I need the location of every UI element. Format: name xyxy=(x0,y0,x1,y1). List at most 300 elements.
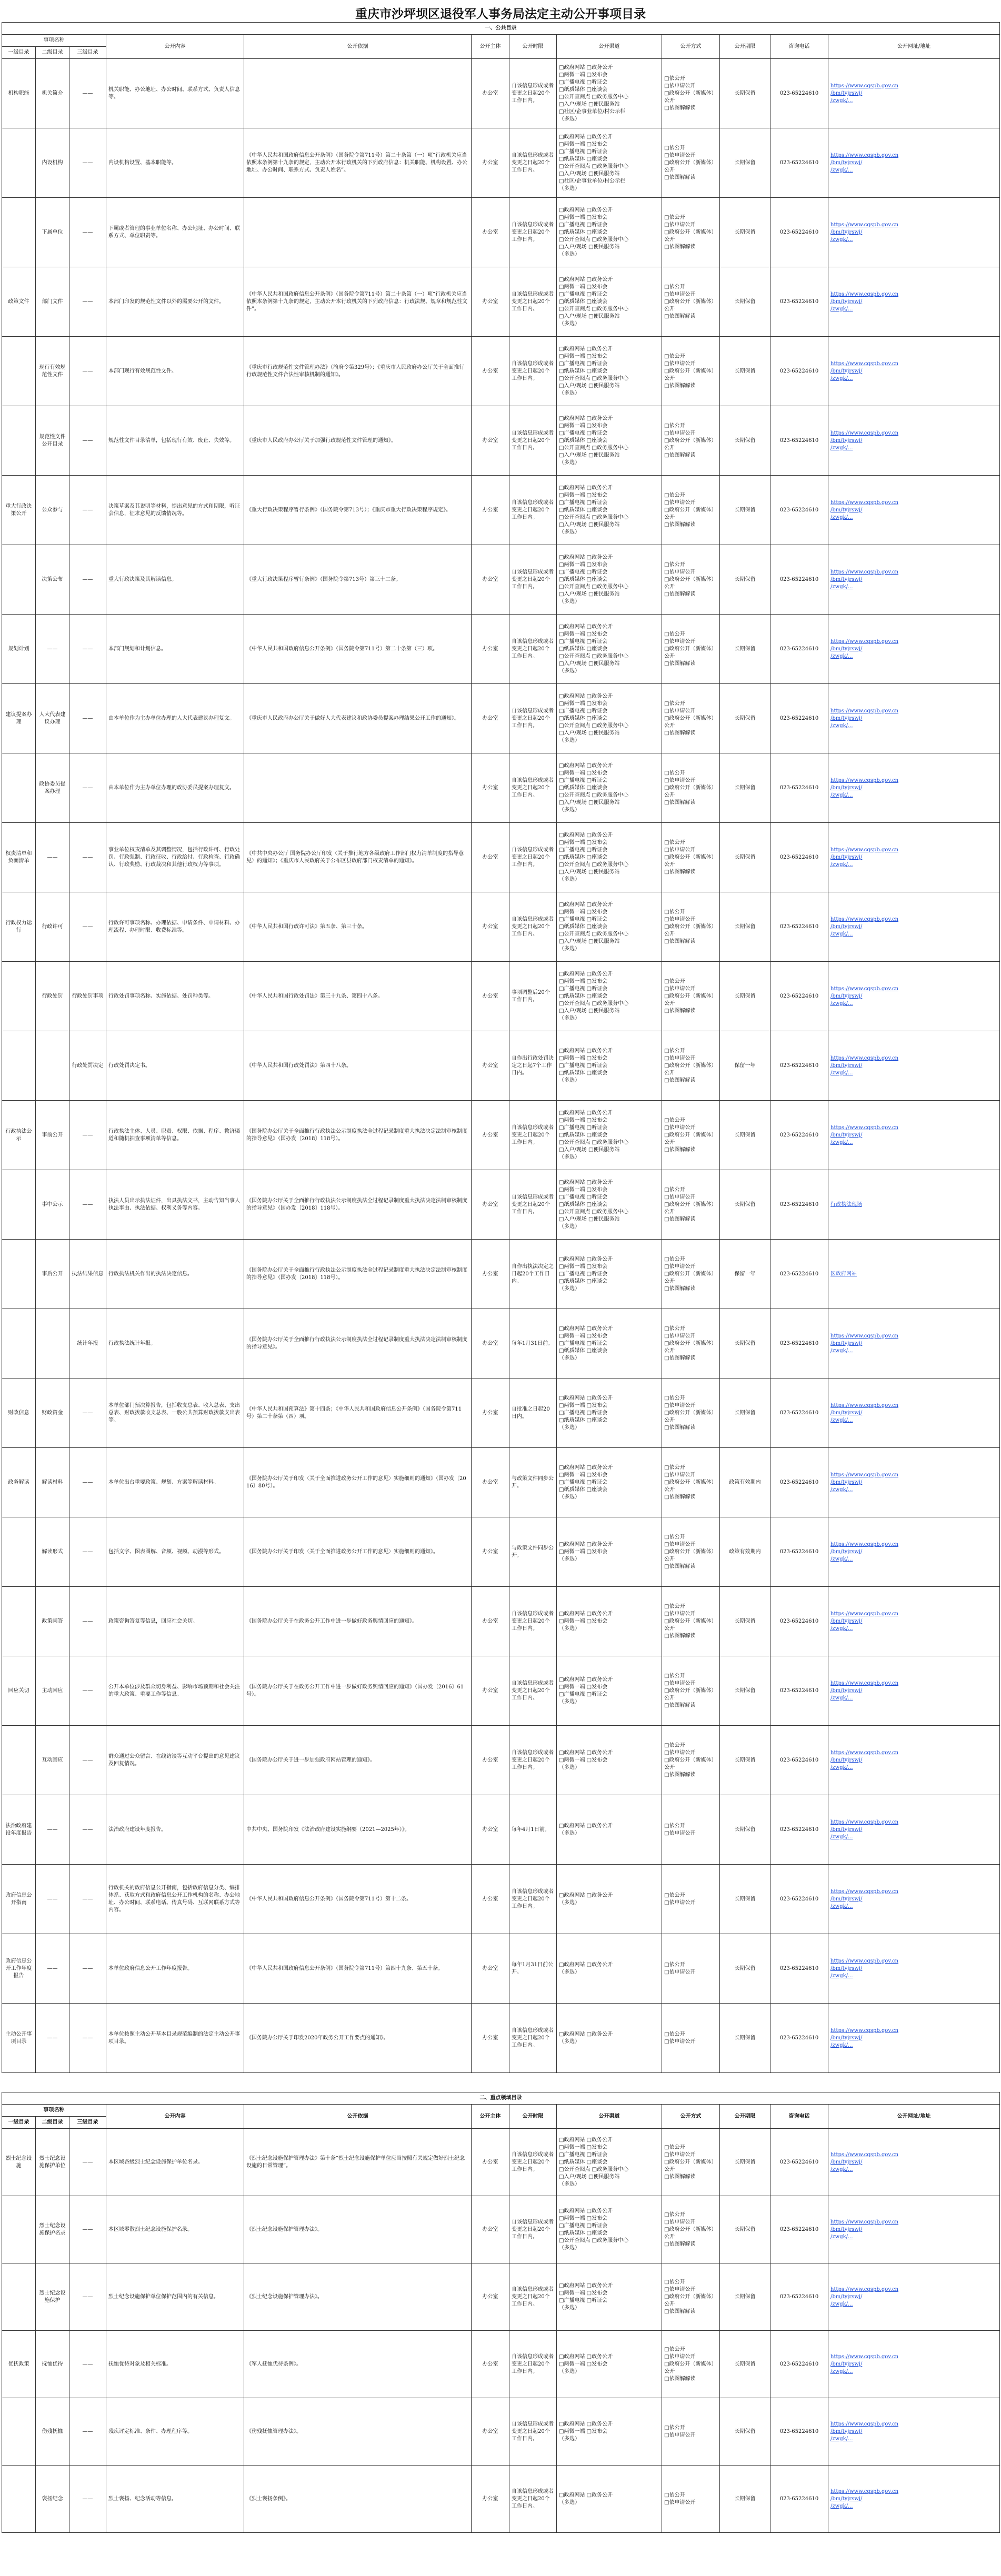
level2-cell xyxy=(36,1309,69,1378)
level2-cell: 抚恤优待 xyxy=(36,2331,69,2398)
phone-cell: 023-65224610 xyxy=(770,1726,828,1795)
basis-cell: 《国务院办公厅关于全面推行行政执法公示制度执法全过程记录制度重大执法决定法制审核制度的指导意见》（国办发〔2018〕118号）。 xyxy=(244,1170,472,1240)
url-cell[interactable]: https://www.cqspb.gov.cn /bm/tyjrswj/ /zwgk/... xyxy=(828,2263,1000,2331)
url-cell[interactable]: https://www.cqspb.gov.cn /bm/tyjrswj/ /zwgk/... xyxy=(828,1448,1000,1517)
content-cell: 行政机关的政府信息公开指南，包括政府信息分类、编排体系、获取方式和政府信息公开工作机构的名称、办公地址、办公时间、联系电话、传真号码、互联网联系方式等内容。 xyxy=(106,1865,244,1934)
period-cell: 长期保留 xyxy=(720,128,770,198)
time-cell: 自该信息形成或者变更之日起20个工作日内。 xyxy=(509,2331,557,2398)
table-row xyxy=(2,823,1000,892)
table-row xyxy=(2,1309,1000,1378)
way-cell: □依公开 □依申请公开 □政府公开（新媒体）公开 □依图解解读 xyxy=(662,1170,720,1240)
channel-cell: □政府网站 □政务公开 □两微一端 □发布会 □广播电视 □听证会 □纸质媒体 □座谈会 （多选） xyxy=(557,1031,662,1101)
level2-cell: 褒扬纪念 xyxy=(36,2466,69,2533)
url-cell[interactable]: https://www.cqspb.gov.cn /bm/tyjrswj/ /zwgk/... xyxy=(828,128,1000,198)
level2-cell: 行政许可 xyxy=(36,892,69,962)
subject-cell: 办公室 xyxy=(472,1865,509,1934)
channel-cell: □政府网站 □政务公开 □两微一端 □发布会 □广播电视 □听证会 □纸质媒体 □座谈会 □公开查阅点 □政务服务中心 □入户/现场 □便民服务站 （多选） xyxy=(557,1101,662,1170)
table-row xyxy=(2,753,1000,823)
level3-cell: —— xyxy=(69,1726,106,1795)
level3-cell: —— xyxy=(69,823,106,892)
table-row xyxy=(2,198,1000,267)
period-cell: 长期保留 xyxy=(720,2196,770,2263)
way-cell: □依公开 □依申请公开 □政府公开（新媒体）公开 □依图解解读 xyxy=(662,1448,720,1517)
level2-cell: 现行有效规范性文件 xyxy=(36,337,69,406)
phone-cell: 023-65224610 xyxy=(770,1934,828,2004)
level2-cell: 事后公开 xyxy=(36,1240,69,1309)
subject-cell: 办公室 xyxy=(472,2129,509,2196)
content-cell: 行政执法机关作出的执法决定信息。 xyxy=(106,1240,244,1309)
level1-cell: 回应关切 xyxy=(2,1656,36,1726)
table-row xyxy=(2,962,1000,1031)
channel-cell: □政府网站 □政务公开 □两微一端 □发布会 □广播电视 □听证会 （多选） xyxy=(557,1656,662,1726)
table-row xyxy=(2,1378,1000,1448)
content-cell: 政策咨询答复等信息，回应社会关切。 xyxy=(106,1587,244,1656)
phone-cell: 023-65224610 xyxy=(770,476,828,545)
channel-cell: □政府网站 □政务公开 （多选） xyxy=(557,2004,662,2073)
url-cell[interactable]: https://www.cqspb.gov.cn /bm/tyjrswj/ /zwgk/... xyxy=(828,2004,1000,2073)
period-cell: 长期保留 xyxy=(720,2004,770,2073)
header-level2-2: 二级目录 xyxy=(36,2117,69,2129)
phone-cell: 023-65224610 xyxy=(770,128,828,198)
level1-cell xyxy=(2,2466,36,2533)
channel-cell: □政府网站 □政务公开 □两微一端 □发布会 （多选） xyxy=(557,1726,662,1795)
url-cell[interactable]: https://www.cqspb.gov.cn /bm/tyjrswj/ /zwgk/... xyxy=(828,892,1000,962)
url-cell[interactable]: https://www.cqspb.gov.cn /bm/tyjrswj/ /zwgk/... xyxy=(828,823,1000,892)
basis-cell: 《中华人民共和国行政许可法》第五条、第三十条。 xyxy=(244,892,472,962)
header-level3-2: 三级目录 xyxy=(69,2117,106,2129)
url-cell[interactable]: https://www.cqspb.gov.cn /bm/tyjrswj/ /zwgk/... xyxy=(828,1795,1000,1865)
period-cell: 政策有效期内 xyxy=(720,1517,770,1587)
period-cell: 长期保留 xyxy=(720,753,770,823)
level1-cell: 法治政府建设年度报告 xyxy=(2,1795,36,1865)
channel-cell: □政府网站 □政务公开 □两微一端 □发布会 □广播电视 □听证会 □纸质媒体 □座谈会 □公开查阅点 □政务服务中心 □入户/现场 □便民服务站 （多选） xyxy=(557,823,662,892)
period-cell: 长期保留 xyxy=(720,2129,770,2196)
url-cell[interactable]: https://www.cqspb.gov.cn /bm/tyjrswj/ /zwgk/... xyxy=(828,2398,1000,2466)
level2-cell: 事中公示 xyxy=(36,1170,69,1240)
subject-cell: 办公室 xyxy=(472,1726,509,1795)
period-cell: 长期保留 xyxy=(720,406,770,476)
channel-cell: □政府网站 □政务公开 □两微一端 □发布会 □广播电视 □听证会 □纸质媒体 □座谈会 □公开查阅点 □政务服务中心 □入户/现场 □便民服务站 （多选） xyxy=(557,1170,662,1240)
basis-cell: 《中华人民共和国政府信息公开条例》（国务院令第711号）第四十九条、第五十条。 xyxy=(244,1934,472,2004)
level1-cell xyxy=(2,2196,36,2263)
period-cell: 长期保留 xyxy=(720,545,770,615)
subject-cell: 办公室 xyxy=(472,2263,509,2331)
channel-cell: □政府网站 □政务公开 □两微一端 □发布会 （多选） xyxy=(557,1517,662,1587)
basis-cell: 《国务院办公厅关于印发〈关于全面推进政务公开工作的意见〉实施细则的通知》（国办发〔2016〕80号）。 xyxy=(244,1448,472,1517)
time-cell: 自该信息形成或者变更之日起20个工作日内。 xyxy=(509,59,557,128)
level1-cell xyxy=(2,406,36,476)
level2-cell: 内设机构 xyxy=(36,128,69,198)
channel-cell: □政府网站 □政务公开 （多选） xyxy=(557,1865,662,1934)
level1-cell xyxy=(2,337,36,406)
header-level1-2: 一级目录 xyxy=(2,2117,36,2129)
channel-cell: □政府网站 □政务公开 □两微一端 □发布会 （多选） xyxy=(557,2331,662,2398)
header-basis: 公开依据 xyxy=(244,35,472,59)
phone-cell: 023-65224610 xyxy=(770,2129,828,2196)
url-cell[interactable]: https://www.cqspb.gov.cn /bm/tyjrswj/ /zwgk/... xyxy=(828,2196,1000,2263)
subject-cell: 办公室 xyxy=(472,1031,509,1101)
basis-cell: 《中华人民共和国政府信息公开条例》（国务院令第711号）第二十条第（三）项。 xyxy=(244,615,472,684)
table-row xyxy=(2,684,1000,753)
level3-cell: —— xyxy=(69,2004,106,2073)
content-cell: 决策草案及其说明等材料，提出意见的方式和期限，听证会信息，征求意见的反馈情况等。 xyxy=(106,476,244,545)
channel-cell: □政府网站 □政务公开 □两微一端 □发布会 □广播电视 □听证会 □纸质媒体 □座谈会 □公开查阅点 □政务服务中心 □入户/现场 □便民服务站 （多选） xyxy=(557,615,662,684)
channel-cell: □政府网站 □政务公开 □两微一端 □发布会 （多选） xyxy=(557,1587,662,1656)
content-cell: 法治政府建设年度报告。 xyxy=(106,1795,244,1865)
table-row xyxy=(2,2466,1000,2533)
table-row xyxy=(2,1448,1000,1517)
header-subject-2: 公开主体 xyxy=(472,2105,509,2129)
level3-cell: —— xyxy=(69,2263,106,2331)
url-cell[interactable]: https://www.cqspb.gov.cn /bm/tyjrswj/ /zwgk/... xyxy=(828,753,1000,823)
subject-cell: 办公室 xyxy=(472,59,509,128)
header-level1: 一级目录 xyxy=(2,47,36,59)
period-cell: 长期保留 xyxy=(720,1309,770,1378)
url-cell[interactable]: https://www.cqspb.gov.cn /bm/tyjrswj/ /zwgk/... xyxy=(828,2331,1000,2398)
level2-cell: 决策公布 xyxy=(36,545,69,615)
table-row xyxy=(2,1934,1000,2004)
level2-cell: —— xyxy=(36,615,69,684)
subject-cell: 办公室 xyxy=(472,198,509,267)
period-cell: 长期保留 xyxy=(720,962,770,1031)
basis-cell: 《中华人民共和国政府信息公开条例》（国务院令第711号）第二十条第（一）项“行政机关应当依照本条例第十九条的规定，主动公开本行政机关的下列政府信息：机关职能、机构设置、办公地址、办公时间、联系方式、负责人姓名”。 xyxy=(244,128,472,198)
channel-cell: □政府网站 □政务公开 □两微一端 □发布会 □广播电视 □听证会 □纸质媒体 □座谈会 □公开查阅点 □政务服务中心 □入户/现场 □便民服务站 （多选） xyxy=(557,267,662,337)
subject-cell: 办公室 xyxy=(472,1170,509,1240)
period-cell: 长期保留 xyxy=(720,1795,770,1865)
header-time-2: 公开时限 xyxy=(509,2105,557,2129)
level1-cell: 权责清单和负面清单 xyxy=(2,823,36,892)
header-way: 公开方式 xyxy=(662,35,720,59)
header-phone: 咨询电话 xyxy=(770,35,828,59)
level3-cell: —— xyxy=(69,1934,106,2004)
way-cell: □依公开 □依申请公开 □政府公开（新媒体）公开 □依图解解读 xyxy=(662,2263,720,2331)
period-cell: 长期保留 xyxy=(720,59,770,128)
channel-cell: □政府网站 □政务公开 （多选） xyxy=(557,1934,662,2004)
table-row xyxy=(2,2196,1000,2263)
level3-cell: —— xyxy=(69,2196,106,2263)
level1-cell xyxy=(2,962,36,1031)
period-cell: 保留一年 xyxy=(720,1240,770,1309)
phone-cell: 023-65224610 xyxy=(770,892,828,962)
subject-cell: 办公室 xyxy=(472,615,509,684)
phone-cell: 023-65224610 xyxy=(770,1795,828,1865)
basis-cell: 《军人抚恤优待条例》。 xyxy=(244,2331,472,2398)
time-cell: 自该信息形成或者变更之日起20个工作日内。 xyxy=(509,406,557,476)
basis-cell: 《重庆市人民政府办公厅关于加强行政规范性文件管理的通知》。 xyxy=(244,406,472,476)
time-cell: 与政策文件同步公开。 xyxy=(509,1448,557,1517)
channel-cell: □政府网站 □政务公开 □两微一端 □发布会 □广播电视 □听证会 □纸质媒体 □座谈会 □公开查阅点 □政务服务中心 □入户/现场 □便民服务站 □社区/企事业单位/村公示栏 （多选） xyxy=(557,128,662,198)
way-cell: □依公开 □依申请公开 □政府公开（新媒体）公开 □依图解解读 xyxy=(662,823,720,892)
way-cell: □依公开 □依申请公开 □政府公开（新媒体）公开 □依图解解读 xyxy=(662,684,720,753)
way-cell: □依公开 □依申请公开 □政府公开（新媒体）公开 □依图解解读 xyxy=(662,1309,720,1378)
phone-cell: 023-65224610 xyxy=(770,2466,828,2533)
url-cell[interactable]: https://www.cqspb.gov.cn /bm/tyjrswj/ /zwgk/... xyxy=(828,1517,1000,1587)
basis-cell: 《中华人民共和国行政处罚法》第三十九条、第四十八条。 xyxy=(244,962,472,1031)
content-cell: 由本单位作为主办单位办理的政协委员提案办理复文。 xyxy=(106,753,244,823)
url-cell[interactable]: https://www.cqspb.gov.cn /bm/tyjrswj/ /zwgk/... xyxy=(828,59,1000,128)
period-cell: 长期保留 xyxy=(720,2331,770,2398)
content-cell: 下属或者管理的事业单位名称、办公地址、办公时间、联系方式、单位职责等。 xyxy=(106,198,244,267)
level3-cell: —— xyxy=(69,1170,106,1240)
subject-cell: 办公室 xyxy=(472,2004,509,2073)
level3-cell: —— xyxy=(69,198,106,267)
url-cell[interactable]: https://www.cqspb.gov.cn /bm/tyjrswj/ /zwgk/... xyxy=(828,337,1000,406)
content-cell: 本单位按照主动公开基本目录规范编制的法定主动公开事项目录。 xyxy=(106,2004,244,2073)
subject-cell: 办公室 xyxy=(472,2331,509,2398)
table-row xyxy=(2,2129,1000,2196)
header-item-name: 事项名称 xyxy=(2,35,106,47)
content-cell: 规范性文件目录清单，包括现行有效、废止、失效等。 xyxy=(106,406,244,476)
phone-cell: 023-65224610 xyxy=(770,962,828,1031)
phone-cell: 023-65224610 xyxy=(770,198,828,267)
time-cell: 事项调整后20个工作日内。 xyxy=(509,962,557,1031)
level3-cell: —— xyxy=(69,1865,106,1934)
subject-cell: 办公室 xyxy=(472,1587,509,1656)
table-row xyxy=(2,1240,1000,1309)
level1-cell: 优抚政策 xyxy=(2,2331,36,2398)
content-cell: 包括文字、图表图解、音频、视频、动漫等形式。 xyxy=(106,1517,244,1587)
url-cell[interactable]: https://www.cqspb.gov.cn /bm/tyjrswj/ /zwgk/... xyxy=(828,1934,1000,2004)
period-cell: 长期保留 xyxy=(720,2263,770,2331)
content-cell: 本部门印发的规范性文件以外的需要公开的文件。 xyxy=(106,267,244,337)
level2-cell: 事前公开 xyxy=(36,1101,69,1170)
table-row xyxy=(2,128,1000,198)
time-cell: 自作出行政处罚决定之日起7个工作日内。 xyxy=(509,1031,557,1101)
basis-cell: 《烈士纪念设施保护管理办法》第十条“烈士纪念设施保护单位应当按照有关规定做好烈士纪念设施的日常管理”。 xyxy=(244,2129,472,2196)
table-row xyxy=(2,2331,1000,2398)
url-cell[interactable]: https://www.cqspb.gov.cn /bm/tyjrswj/ /zwgk/... xyxy=(828,2466,1000,2533)
level1-cell xyxy=(2,753,36,823)
subject-cell: 办公室 xyxy=(472,1656,509,1726)
header-way-2: 公开方式 xyxy=(662,2105,720,2129)
content-cell: 内设机构设置、基本职能等。 xyxy=(106,128,244,198)
subject-cell: 办公室 xyxy=(472,892,509,962)
level3-cell: —— xyxy=(69,267,106,337)
level2-cell: —— xyxy=(36,823,69,892)
level3-cell: —— xyxy=(69,615,106,684)
level3-cell: 统计年报 xyxy=(69,1309,106,1378)
level3-cell: —— xyxy=(69,2398,106,2466)
url-cell[interactable]: https://www.cqspb.gov.cn /bm/tyjrswj/ /zwgk/... xyxy=(828,198,1000,267)
level2-cell: 财政资金 xyxy=(36,1378,69,1448)
header-period: 公开期限 xyxy=(720,35,770,59)
level2-cell: —— xyxy=(36,1795,69,1865)
basis-cell: 《国务院办公厅关于在政务公开工作中进一步做好政务舆情回应的通知》。 xyxy=(244,1587,472,1656)
way-cell: □依公开 □依申请公开 xyxy=(662,2466,720,2533)
url-cell[interactable]: 行政执法现场 xyxy=(828,1170,1000,1240)
level2-cell: —— xyxy=(36,1934,69,2004)
section-title: 一、公共目录 xyxy=(2,23,1000,35)
url-cell[interactable]: https://www.cqspb.gov.cn /bm/tyjrswj/ /zwgk/... xyxy=(828,684,1000,753)
url-cell[interactable]: https://www.cqspb.gov.cn /bm/tyjrswj/ /zwgk/... xyxy=(828,476,1000,545)
level2-cell: 烈士纪念设施保护单位 xyxy=(36,2129,69,2196)
level1-cell: 政府信息公开指南 xyxy=(2,1865,36,1934)
table-row xyxy=(2,892,1000,962)
level2-cell: 人大代表建议办理 xyxy=(36,684,69,753)
url-cell[interactable]: https://www.cqspb.gov.cn /bm/tyjrswj/ /zwgk/... xyxy=(828,267,1000,337)
channel-cell: □政府网站 □政务公开 □两微一端 □发布会 □广播电视 □听证会 □纸质媒体 □座谈会 □公开查阅点 □政务服务中心 □入户/现场 □便民服务站 （多选） xyxy=(557,476,662,545)
url-cell[interactable]: https://www.cqspb.gov.cn /bm/tyjrswj/ /zwgk/... xyxy=(828,1378,1000,1448)
subject-cell: 办公室 xyxy=(472,545,509,615)
channel-cell: □政府网站 □政务公开 □两微一端 □发布会 □广播电视 □听证会 □纸质媒体 □座谈会 □公开查阅点 □政务服务中心 □入户/现场 □便民服务站 （多选） xyxy=(557,962,662,1031)
phone-cell: 023-65224610 xyxy=(770,2263,828,2331)
url-cell[interactable]: https://www.cqspb.gov.cn /bm/tyjrswj/ /zwgk/... xyxy=(828,406,1000,476)
time-cell: 自该信息形成或者变更之日起20个工作日内。 xyxy=(509,823,557,892)
content-cell: 由本单位作为主办单位办理的人大代表建议办理复文。 xyxy=(106,684,244,753)
time-cell: 自该信息形成或者变更之日起20个工作日内。 xyxy=(509,1587,557,1656)
url-cell[interactable]: 区政府网站 xyxy=(828,1240,1000,1309)
level1-cell: 机构职能 xyxy=(2,59,36,128)
way-cell: □依公开 □依申请公开 □政府公开（新媒体）公开 □依图解解读 xyxy=(662,198,720,267)
channel-cell: □政府网站 □政务公开 □两微一端 □发布会 □广播电视 □听证会 （多选） xyxy=(557,2263,662,2331)
time-cell: 每年1月31日前公开。 xyxy=(509,1934,557,2004)
url-cell[interactable]: https://www.cqspb.gov.cn /bm/tyjrswj/ /zwgk/... xyxy=(828,1865,1000,1934)
period-cell: 长期保留 xyxy=(720,1865,770,1934)
time-cell: 自该信息形成或者变更之日起20个工作日内。 xyxy=(509,2263,557,2331)
url-cell[interactable]: https://www.cqspb.gov.cn /bm/tyjrswj/ /zwgk/... xyxy=(828,962,1000,1031)
content-cell: 烈士纪念设施保护单位保护范围内的有关信息。 xyxy=(106,2263,244,2331)
way-cell: □依公开 □依申请公开 □政府公开（新媒体）公开 □依图解解读 xyxy=(662,1726,720,1795)
channel-cell: □政府网站 □政务公开 □两微一端 □发布会 □广播电视 □听证会 □纸质媒体 □座谈会 □公开查阅点 □政务服务中心 □入户/现场 □便民服务站 （多选） xyxy=(557,337,662,406)
phone-cell: 023-65224610 xyxy=(770,1448,828,1517)
table-row xyxy=(2,406,1000,476)
table-row xyxy=(2,267,1000,337)
url-cell[interactable]: https://www.cqspb.gov.cn /bm/tyjrswj/ /zwgk/... xyxy=(828,1031,1000,1101)
content-cell: 烈士褒扬、纪念活动等信息。 xyxy=(106,2466,244,2533)
url-cell[interactable]: https://www.cqspb.gov.cn /bm/tyjrswj/ /zwgk/... xyxy=(828,1726,1000,1795)
url-cell[interactable]: https://www.cqspb.gov.cn /bm/tyjrswj/ /zwgk/... xyxy=(828,1587,1000,1656)
period-cell: 长期保留 xyxy=(720,684,770,753)
basis-cell: 《中华人民共和国政府信息公开条例》（国务院令第711号）第二十条第（一）项“行政机关应当依照本条例第十九条的规定，主动公开本行政机关的下列政府信息：行政法规、规章和规范性文件”。 xyxy=(244,267,472,337)
channel-cell: □政府网站 □政务公开 □两微一端 □发布会 □广播电视 □听证会 □纸质媒体 □座谈会 □公开查阅点 □政务服务中心 （多选） xyxy=(557,2196,662,2263)
content-cell: 执法人员出示执法证件，出具执法文书，主动告知当事人执法事由、执法依据、权利义务等内容。 xyxy=(106,1170,244,1240)
period-cell: 长期保留 xyxy=(720,267,770,337)
level1-cell xyxy=(2,198,36,267)
way-cell: □依公开 □依申请公开 □政府公开（新媒体）公开 □依图解解读 xyxy=(662,406,720,476)
subject-cell: 办公室 xyxy=(472,2196,509,2263)
content-cell: 行政执法主体、人员、职责、权限、依据、程序、救济渠道和随机抽查事项清单等信息。 xyxy=(106,1101,244,1170)
level3-cell: —— xyxy=(69,2129,106,2196)
level3-cell: 行政处罚决定 xyxy=(69,1031,106,1101)
phone-cell: 023-65224610 xyxy=(770,337,828,406)
phone-cell: 023-65224610 xyxy=(770,2331,828,2398)
level3-cell: —— xyxy=(69,59,106,128)
table-row xyxy=(2,1795,1000,1865)
level2-cell: 政协委员提案办理 xyxy=(36,753,69,823)
level2-cell xyxy=(36,1031,69,1101)
level3-cell: —— xyxy=(69,1656,106,1726)
page-title: 重庆市沙坪坝区退役军人事务局法定主动公开事项目录 xyxy=(355,7,646,21)
level3-cell: —— xyxy=(69,476,106,545)
phone-cell: 023-65224610 xyxy=(770,1517,828,1587)
header-time: 公开时限 xyxy=(509,35,557,59)
level2-cell: 公众参与 xyxy=(36,476,69,545)
subject-cell: 办公室 xyxy=(472,267,509,337)
basis-cell: 《国务院办公厅关于全面推行行政执法公示制度执法全过程记录制度重大执法决定法制审核制度的指导意见》（国办发〔2018〕118号）。 xyxy=(244,1101,472,1170)
channel-cell: □政府网站 □政务公开 （多选） xyxy=(557,2466,662,2533)
channel-cell: □政府网站 □政务公开 □两微一端 □发布会 □广播电视 □听证会 □纸质媒体 □座谈会 （多选） xyxy=(557,1240,662,1309)
url-cell[interactable]: https://www.cqspb.gov.cn /bm/tyjrswj/ /zwgk/... xyxy=(828,545,1000,615)
way-cell: □依公开 □依申请公开 □政府公开（新媒体）公开 □依图解解读 xyxy=(662,615,720,684)
level3-cell: —— xyxy=(69,128,106,198)
time-cell: 自该信息形成或者变更之日起20个工作日内。 xyxy=(509,684,557,753)
level1-cell: 建议提案办理 xyxy=(2,684,36,753)
content-cell: 本部门现行有效规范性文件。 xyxy=(106,337,244,406)
content-cell: 行政处罚事项名称、实施依据、处罚种类等。 xyxy=(106,962,244,1031)
basis-cell: 《国务院办公厅关于全面推行行政执法公示制度执法全过程记录制度重大执法决定法制审核制度的指导意见》。 xyxy=(244,1309,472,1378)
way-cell: □依公开 □依申请公开 □政府公开（新媒体）公开 □依图解解读 xyxy=(662,2196,720,2263)
level1-cell xyxy=(2,1517,36,1587)
time-cell: 自该信息形成或者变更之日起20个工作日内。 xyxy=(509,1865,557,1934)
basis-cell: 《国务院办公厅关于进一步加强政府网站管理的通知》。 xyxy=(244,1726,472,1795)
header-content-2: 公开内容 xyxy=(106,2105,244,2129)
content-cell: 本单位政府信息公开工作年度报告。 xyxy=(106,1934,244,2004)
time-cell: 与政策文件同步公开。 xyxy=(509,1517,557,1587)
level3-cell: —— xyxy=(69,1587,106,1656)
level3-cell: —— xyxy=(69,753,106,823)
table-row xyxy=(2,1170,1000,1240)
url-cell[interactable]: https://www.cqspb.gov.cn /bm/tyjrswj/ /zwgk/... xyxy=(828,1101,1000,1170)
way-cell: □依公开 □依申请公开 □政府公开（新媒体）公开 □依图解解读 xyxy=(662,1378,720,1448)
way-cell: □依公开 □依申请公开 □政府公开（新媒体）公开 □依图解解读 xyxy=(662,1517,720,1587)
way-cell: □依公开 □依申请公开 □政府公开（新媒体）公开 □依图解解读 xyxy=(662,1240,720,1309)
phone-cell: 023-65224610 xyxy=(770,1031,828,1101)
way-cell: □依公开 □依申请公开 □政府公开（新媒体）公开 □依图解解读 xyxy=(662,2129,720,2196)
level2-cell: —— xyxy=(36,1865,69,1934)
header-item-name-2: 事项名称 xyxy=(2,2105,106,2117)
period-cell: 长期保留 xyxy=(720,1726,770,1795)
level1-cell: 规划计划 xyxy=(2,615,36,684)
level1-cell: 行政执法公示 xyxy=(2,1101,36,1170)
channel-cell: □政府网站 □政务公开 □两微一端 □发布会 □广播电视 □听证会 □纸质媒体 □座谈会 □公开查阅点 □政务服务中心 □入户/现场 □便民服务站 □社区/企事业单位/村公示栏 （多选） xyxy=(557,59,662,128)
subject-cell: 办公室 xyxy=(472,1378,509,1448)
level1-cell: 财政信息 xyxy=(2,1378,36,1448)
period-cell: 长期保留 xyxy=(720,1101,770,1170)
url-cell[interactable]: https://www.cqspb.gov.cn /bm/tyjrswj/ /zwgk/... xyxy=(828,2129,1000,2196)
level3-cell: —— xyxy=(69,406,106,476)
url-cell[interactable]: https://www.cqspb.gov.cn /bm/tyjrswj/ /zwgk/... xyxy=(828,1656,1000,1726)
level2-cell: 政策问答 xyxy=(36,1587,69,1656)
basis-cell: 《重大行政决策程序暂行条例》（国务院令第713号）第三十二条。 xyxy=(244,545,472,615)
content-cell: 机关职能、办公地址、办公时间、联系方式、负责人信息等。 xyxy=(106,59,244,128)
time-cell: 自作出执法决定之日起20个工作日内。 xyxy=(509,1240,557,1309)
channel-cell: □政府网站 □政务公开 □两微一端 □发布会 □广播电视 □听证会 □纸质媒体 □座谈会 □公开查阅点 □政务服务中心 □入户/现场 □便民服务站 （多选） xyxy=(557,2129,662,2196)
basis-cell: 《烈士褒扬条例》。 xyxy=(244,2466,472,2533)
level3-cell: —— xyxy=(69,1101,106,1170)
period-cell: 长期保留 xyxy=(720,198,770,267)
way-cell: □依公开 □依申请公开 □政府公开（新媒体）公开 □依图解解读 xyxy=(662,267,720,337)
phone-cell: 023-65224610 xyxy=(770,1101,828,1170)
table-row xyxy=(2,545,1000,615)
way-cell: □依公开 □依申请公开 □政府公开（新媒体）公开 □依图解解读 xyxy=(662,892,720,962)
level1-cell: 政务解读 xyxy=(2,1448,36,1517)
level1-cell: 政府信息公开工作年度报告 xyxy=(2,1934,36,2004)
level1-cell xyxy=(2,1309,36,1378)
content-cell: 事业单位权责清单及其调整情况，包括行政许可、行政处罚、行政强制、行政征收、行政给付、行政检查、行政确认、行政奖励、行政裁决和其他行政权力等事项。 xyxy=(106,823,244,892)
phone-cell: 023-65224610 xyxy=(770,267,828,337)
time-cell: 自该信息形成或者变更之日起20个工作日内。 xyxy=(509,1101,557,1170)
period-cell: 长期保留 xyxy=(720,1656,770,1726)
level2-cell: —— xyxy=(36,2004,69,2073)
basis-cell: 《烈士纪念设施保护管理办法》。 xyxy=(244,2196,472,2263)
channel-cell: □政府网站 □政务公开 □两微一端 □发布会 □广播电视 □听证会 □纸质媒体 □座谈会 □公开查阅点 □政务服务中心 □入户/现场 □便民服务站 （多选） xyxy=(557,198,662,267)
period-cell: 长期保留 xyxy=(720,2466,770,2533)
subject-cell: 办公室 xyxy=(472,476,509,545)
channel-cell: □政府网站 □政务公开 □两微一端 □发布会 □广播电视 □听证会 □纸质媒体 □座谈会 □公开查阅点 □政务服务中心 □入户/现场 □便民服务站 （多选） xyxy=(557,406,662,476)
table-row xyxy=(2,615,1000,684)
url-cell[interactable]: https://www.cqspb.gov.cn /bm/tyjrswj/ /zwgk/... xyxy=(828,615,1000,684)
url-cell[interactable]: https://www.cqspb.gov.cn /bm/tyjrswj/ /zwgk/... xyxy=(828,1309,1000,1378)
